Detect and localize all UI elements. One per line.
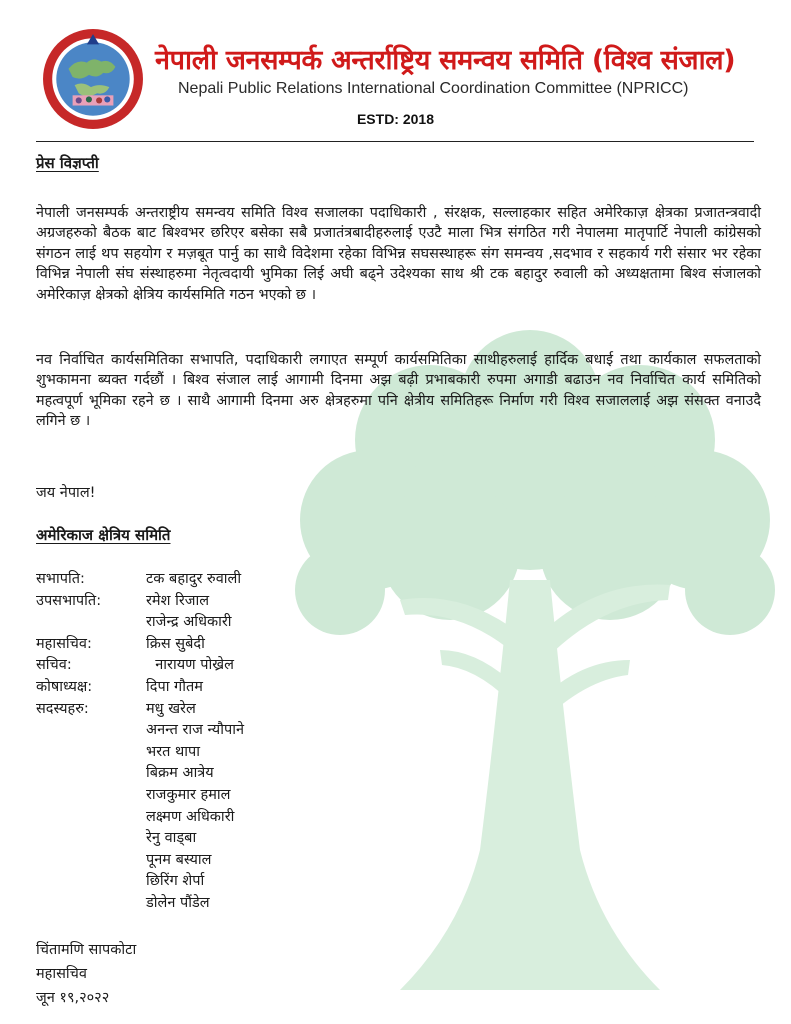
member-name: छिरिंग शेर्पा	[146, 873, 205, 890]
member-row	[36, 870, 436, 892]
member-row	[36, 784, 436, 806]
member-role: कोषाध्यक्ष:	[36, 679, 93, 695]
member-name: राजेन्द्र अधिकारी	[146, 614, 232, 631]
member-row	[36, 719, 436, 741]
member-row	[36, 892, 436, 914]
member-row	[36, 676, 436, 698]
member-name: रमेश रिजाल	[146, 592, 210, 609]
member-role: उपसभापति:	[36, 592, 102, 609]
member-role: महासचिव:	[36, 635, 92, 652]
member-row	[36, 568, 436, 590]
member-row	[36, 654, 436, 676]
member-row	[36, 590, 436, 612]
member-name: मधु खरेल	[146, 700, 196, 717]
committee-heading: अमेरिकाज क्षेत्रिय समिति	[36, 526, 171, 544]
member-name: क्रिस सुबेदी	[146, 635, 205, 652]
member-name: टक बहादुर रुवाली	[146, 571, 242, 587]
member-name: नारायण पोख्रेल	[146, 657, 234, 674]
signatory-name: चिंतामणि सापकोटा	[36, 942, 137, 958]
paragraph-2: नव निर्वाचित कार्यसमितिका सभापति, पदाधिकारी लगाएत सम्पूर्ण कार्यसमितिका साथीहरुलाई हार्दिक बधाई तथा कार्यकाल सफलताको शुभकामना ब्यक्त गर्दछौं । बिश्व संजाल लाई आगामी दिनमा अझ बढ़ी प्रभाबकारी रुपमा अगाडी बढाउन नव निर्वाचित कार्य समितिको महत्वपूर्ण भूमिका रहने छ । साथै आगामी दिनमा अरु क्षेत्रहरुमा पनि क्षेत्रीय समितिहरू निर्माण गरी विश्व सजाललाई अझ संसक्त वनाउदै लगिने छ ।	[36, 352, 761, 430]
member-name: भरत थापा	[146, 743, 201, 760]
member-row	[36, 698, 436, 720]
member-row	[36, 741, 436, 763]
paragraph-1: नेपाली जनसम्पर्क अन्तराष्ट्रीय समन्वय समिति विश्व सजालका पदाधिकारी , संरक्षक, सल्लाहकार सहित अमेरिकाज़ क्षेत्रका प्रजातन्त्रवादी अग्रजहरुको बैठक बाट बिश्वभर छरिएर बसेका सबै प्रजातंत्रबादीहरुलाई एउटै माला भित्र संगठित गरी नेपालमा मातृपार्टि नेपाली कांग्रेसको संगठन लाई थप सहयोग र मज़बूत पार्नु का साथै विदेशमा रहेका विभिन्न सघसस्थाहरू संग समन्वय ,सदभाव र सहकार्य गरी संसार भर रहेका विभिन्न नेपाली संघ संस्थाहरुमा नेतृत्वदायी भुमिका लिई अघी बढ्ने उदेश्यका साथ श्री टक बहादुर रुवाली को अध्यक्षतामा बिश्व संजालको अमेरिकाज़ क्षेत्रको क्षेत्रिय कार्यसमिति गठन भएको छ ।	[36, 205, 761, 303]
member-name: पूनम बस्याल	[146, 851, 212, 868]
signatory-date: जून १९,२०२२	[36, 990, 110, 1006]
signatory-title: महासचिव	[36, 966, 87, 982]
member-name: रेनु वाड्बा	[146, 830, 197, 847]
member-row	[36, 806, 436, 828]
member-name: राजकुमार हमाल	[146, 787, 231, 803]
member-row	[36, 827, 436, 849]
organization-title-english: Nepali Public Relations International Coordination Committee (NPRICC)	[178, 80, 689, 97]
member-row	[36, 849, 436, 871]
member-row	[36, 611, 436, 633]
member-role: सभापति:	[36, 571, 85, 587]
member-name: अनन्त राज न्यौपाने	[146, 722, 245, 739]
press-release-heading: प्रेस विज्ञप्ती	[36, 154, 99, 172]
signatory-block	[36, 938, 136, 1010]
member-name: दिपा गौतम	[146, 679, 203, 695]
established-year: ESTD: 2018	[356, 111, 435, 127]
header-divider	[36, 141, 754, 142]
member-name: लक्ष्मण अधिकारी	[146, 808, 235, 825]
member-name: डोलेन पौंडेल	[146, 895, 210, 911]
closing-text: जय नेपाल!	[36, 485, 96, 501]
member-role: सचिव:	[36, 657, 72, 674]
member-name: बिक्रम आत्रेय	[146, 765, 214, 782]
member-row	[36, 633, 436, 655]
member-row	[36, 762, 436, 784]
member-role: सदस्यहरु:	[36, 700, 89, 717]
organization-title-nepali: नेपाली जनसम्पर्क अन्तर्राष्ट्रिय समन्वय समिति (विश्व संजाल)	[155, 45, 736, 76]
